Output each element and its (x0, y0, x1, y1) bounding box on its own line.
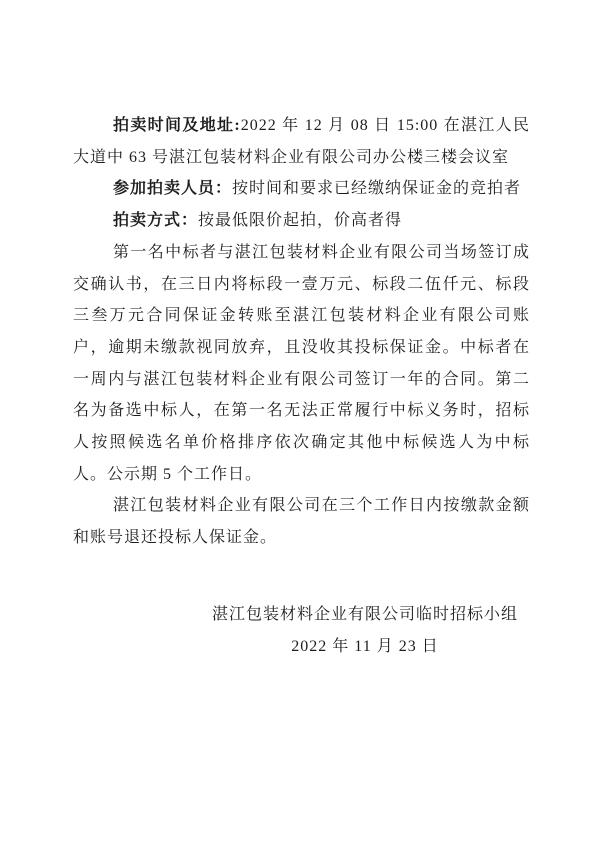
auction-method-label: 拍卖方式： (113, 212, 199, 230)
paragraph-auction-method (73, 205, 530, 237)
paragraph-auction-time-address (73, 110, 530, 173)
signature-date: 2022 年 11 月 23 日 (291, 637, 439, 655)
paragraph-deposit-refund (73, 490, 530, 553)
deposit-refund-text: 湛江包装材料企业有限公司在三个工作日内按缴款金额和账号退还投标人保证金。 (73, 497, 530, 547)
signature-inner (212, 599, 518, 662)
winner-terms-text: 第一名中标者与湛江包装材料企业有限公司当场签订成交确认书，在三日内将标段一壹万元、标段二伍仟元、标段三叁万元合同保证金转账至湛江包装材料企业有限公司账户，逾期未缴款视同放弃，且没收其投标保证金。中标者在一周内与湛江包装材料企业有限公司签订一年的合同。第二名为备选中标人，在第一名无法正常履行中标义务时，招标人按照候选名单价格排序依次确定其他中标候选人为中标人。公示期 5 个工作日。 (73, 243, 530, 483)
signature-block (73, 599, 530, 662)
signature-organization: 湛江包装材料企业有限公司临时招标小组 (211, 605, 518, 623)
paragraph-winner-terms (73, 237, 530, 491)
paragraph-auction-participants (73, 173, 530, 205)
document-body (73, 110, 530, 662)
auction-participants-value: 按时间和要求已经缴纳保证金的竞拍者 (232, 180, 522, 198)
auction-time-address-label: 拍卖时间及地址: (113, 117, 241, 134)
auction-time-address-value: 2022 年 12 月 08 日 15:00 在湛江人民大道中 63 号湛江包装材料企业有限公司办公楼三楼会议室 (73, 117, 530, 166)
auction-participants-label: 参加拍卖人员： (113, 180, 233, 198)
auction-method-value: 按最低限价起拍，价高者得 (198, 212, 403, 230)
